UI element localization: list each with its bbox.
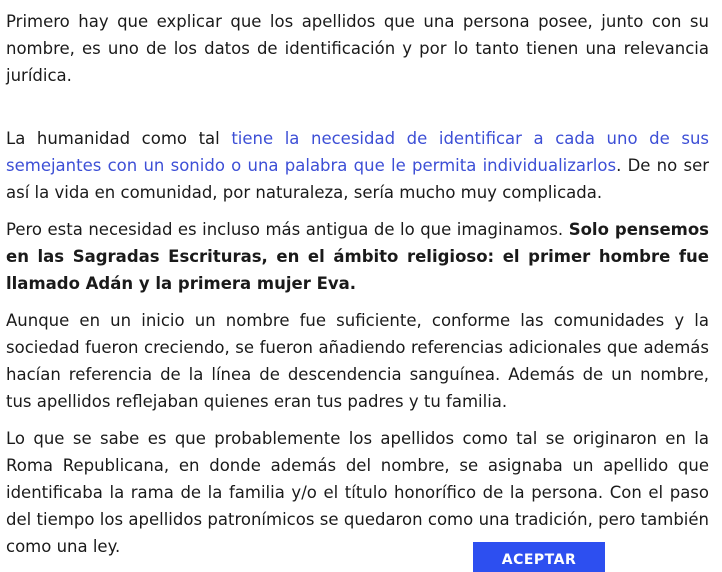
- paragraph-2: [6, 125, 709, 206]
- paragraph-3-text: Pero esta necesidad es incluso más antigua de lo que imaginamos.: [6, 220, 569, 239]
- article-body: [6, 8, 709, 570]
- accept-button[interactable]: ACEPTAR: [473, 542, 605, 572]
- paragraph-3: [6, 216, 709, 297]
- paragraph-2-text-end: . De no ser así la vida en comunidad, por naturaleza, sería mucho muy complicada.: [6, 156, 709, 202]
- paragraph-2-text-start: La humanidad como tal: [6, 129, 232, 148]
- paragraph-3-bold-text: Solo pensemos en las Sagradas Escrituras, en el ámbito religioso: el primer hombre fue llamado Adán y la primera mujer Eva.: [6, 220, 709, 293]
- inline-link[interactable]: tiene la necesidad de identificar a cada uno de sus semejantes con un sonido o una palabra que le permita individualizarlos: [6, 129, 709, 175]
- paragraph-4: Aunque en un inicio un nombre fue suficiente, conforme las comunidades y la sociedad fueron creciendo, se fueron añadiendo referencias adicionales que además hacían referencia de la línea de descendencia sanguínea. Además de un nombre, tus apellidos reflejaban quienes eran tus padres y tu familia.: [6, 311, 709, 411]
- paragraph-5: Lo que se sabe es que probablemente los apellidos como tal se originaron en la Roma Republicana, en donde además del nombre, se asignaba un apellido que identificaba la rama de la familia y/o el título honorífico de la persona. Con el paso del tiempo los apellidos patronímicos se quedaron como una tradición, pero también como una ley.: [6, 429, 709, 556]
- paragraph-1: Primero hay que explicar que los apellidos que una persona posee, junto con su nombre, es uno de los datos de identificación y por lo tanto tienen una relevancia jurídica.: [6, 12, 709, 85]
